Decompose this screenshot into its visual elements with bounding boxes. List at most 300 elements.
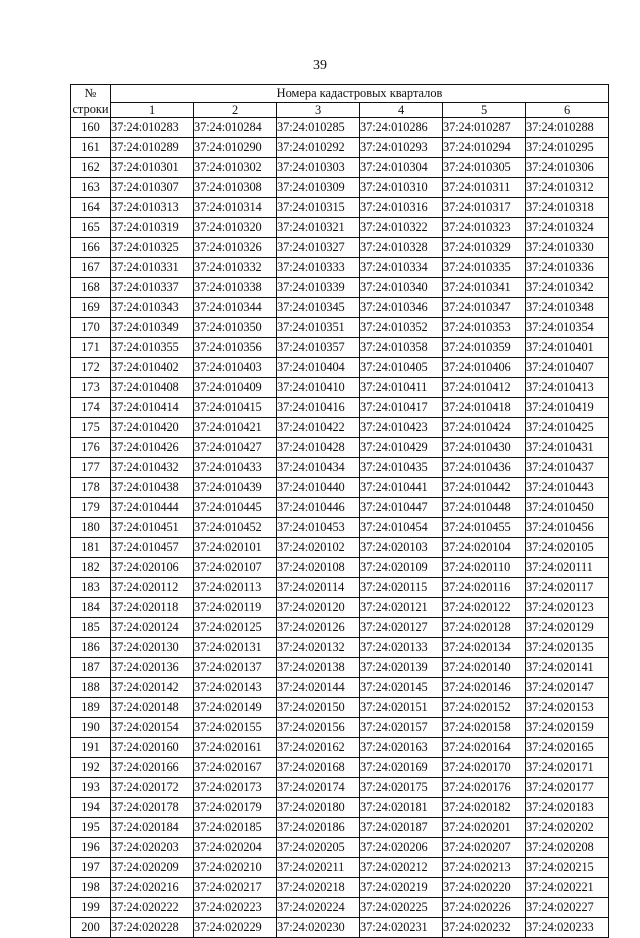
cadastral-number-cell: 37:24:020133 [360,638,443,658]
cadastral-number-cell: 37:24:010424 [443,418,526,438]
row-number-cell: 168 [71,278,111,298]
cadastral-number-cell: 37:24:020112 [111,578,194,598]
cadastral-number-cell: 37:24:020219 [360,878,443,898]
table-row [71,378,609,398]
cadastral-number-cell: 37:24:010341 [443,278,526,298]
cadastral-number-cell: 37:24:010333 [277,258,360,278]
cadastral-number-cell: 37:24:010350 [194,318,277,338]
cadastral-number-cell: 37:24:010306 [526,158,609,178]
cadastral-number-cell: 37:24:020145 [360,678,443,698]
cadastral-number-cell: 37:24:020165 [526,738,609,758]
table-row [71,118,609,138]
cadastral-number-cell: 37:24:010425 [526,418,609,438]
cadastral-number-cell: 37:24:010404 [277,358,360,378]
cadastral-number-cell: 37:24:020119 [194,598,277,618]
table-row [71,758,609,778]
cadastral-number-cell: 37:24:010405 [360,358,443,378]
row-number-cell: 173 [71,378,111,398]
cadastral-number-cell: 37:24:010408 [111,378,194,398]
cadastral-number-cell: 37:24:010285 [277,118,360,138]
cadastral-number-cell: 37:24:010430 [443,438,526,458]
cadastral-number-cell: 37:24:020108 [277,558,360,578]
cadastral-number-cell: 37:24:010418 [443,398,526,418]
cadastral-number-cell: 37:24:020136 [111,658,194,678]
row-number-cell: 181 [71,538,111,558]
cadastral-number-cell: 37:24:010443 [526,478,609,498]
column-header: 6 [526,102,609,117]
row-number-cell: 162 [71,158,111,178]
cadastral-number-cell: 37:24:020101 [194,538,277,558]
cadastral-number-cell: 37:24:010339 [277,278,360,298]
cadastral-number-cell: 37:24:020103 [360,538,443,558]
cadastral-number-cell: 37:24:010419 [526,398,609,418]
cadastral-number-cell: 37:24:020218 [277,878,360,898]
cadastral-number-cell: 37:24:020221 [526,878,609,898]
cadastral-number-cell: 37:24:010432 [111,458,194,478]
cadastral-number-cell: 37:24:020227 [526,898,609,918]
cadastral-number-cell: 37:24:020229 [194,918,277,938]
row-number-cell: 171 [71,338,111,358]
cadastral-number-cell: 37:24:020203 [111,838,194,858]
cadastral-number-cell: 37:24:010323 [443,218,526,238]
cadastral-number-cell: 37:24:020118 [111,598,194,618]
cadastral-number-cell: 37:24:010421 [194,418,277,438]
cadastral-number-cell: 37:24:020230 [277,918,360,938]
cadastral-number-cell: 37:24:010337 [111,278,194,298]
cadastral-number-cell: 37:24:010328 [360,238,443,258]
cadastral-number-cell: 37:24:010448 [443,498,526,518]
cadastral-number-cell: 37:24:010329 [443,238,526,258]
cadastral-number-cell: 37:24:010402 [111,358,194,378]
row-number-cell: 182 [71,558,111,578]
cadastral-number-cell: 37:24:020182 [443,798,526,818]
cadastral-number-cell: 37:24:010401 [526,338,609,358]
cadastral-number-cell: 37:24:020209 [111,858,194,878]
cadastral-number-cell: 37:24:010431 [526,438,609,458]
cadastral-number-cell: 37:24:020176 [443,778,526,798]
cadastral-number-cell: 37:24:020109 [360,558,443,578]
cadastral-number-cell: 37:24:020184 [111,818,194,838]
table-row [71,398,609,418]
cadastral-number-cell: 37:24:020185 [194,818,277,838]
table-row [71,338,609,358]
cadastral-number-cell: 37:24:020116 [443,578,526,598]
cadastral-number-cell: 37:24:010309 [277,178,360,198]
cadastral-number-cell: 37:24:010318 [526,198,609,218]
cadastral-number-cell: 37:24:020215 [526,858,609,878]
table-row [71,278,609,298]
cadastral-number-cell: 37:24:020225 [360,898,443,918]
cadastral-number-cell: 37:24:010406 [443,358,526,378]
row-number-cell: 176 [71,438,111,458]
cadastral-number-cell: 37:24:010411 [360,378,443,398]
cadastral-number-cell: 37:24:010303 [277,158,360,178]
table-row [71,438,609,458]
cadastral-number-cell: 37:24:020232 [443,918,526,938]
cadastral-number-cell: 37:24:010345 [277,298,360,318]
cadastral-number-cell: 37:24:020148 [111,698,194,718]
row-number-cell: 199 [71,898,111,918]
cadastral-number-cell: 37:24:010438 [111,478,194,498]
cadastral-number-cell: 37:24:010359 [443,338,526,358]
row-number-cell: 164 [71,198,111,218]
cadastral-number-cell: 37:24:010442 [443,478,526,498]
cadastral-number-cell: 37:24:010344 [194,298,277,318]
cadastral-number-cell: 37:24:010294 [443,138,526,158]
cadastral-number-cell: 37:24:010325 [111,238,194,258]
cadastral-number-cell: 37:24:020187 [360,818,443,838]
table-row [71,478,609,498]
cadastral-number-cell: 37:24:020130 [111,638,194,658]
cadastral-number-cell: 37:24:020217 [194,878,277,898]
cadastral-number-cell: 37:24:020129 [526,618,609,638]
table-row [71,218,609,238]
cadastral-number-cell: 37:24:010304 [360,158,443,178]
cadastral-number-cell: 37:24:020124 [111,618,194,638]
cadastral-number-cell: 37:24:010286 [360,118,443,138]
cadastral-number-cell: 37:24:010446 [277,498,360,518]
table-row [71,718,609,738]
cadastral-number-cell: 37:24:010335 [443,258,526,278]
cadastral-number-cell: 37:24:020150 [277,698,360,718]
row-number-cell: 172 [71,358,111,378]
cadastral-number-cell: 37:24:010403 [194,358,277,378]
row-number-cell: 163 [71,178,111,198]
cadastral-number-cell: 37:24:020205 [277,838,360,858]
row-number-symbol: № [84,86,97,100]
cadastral-number-cell: 37:24:010357 [277,338,360,358]
table-row [71,358,609,378]
table-row [71,598,609,618]
cadastral-number-cell: 37:24:010313 [111,198,194,218]
cadastral-number-cell: 37:24:020141 [526,658,609,678]
cadastral-number-cell: 37:24:020117 [526,578,609,598]
cadastral-number-cell: 37:24:010456 [526,518,609,538]
cadastral-number-cell: 37:24:010444 [111,498,194,518]
table-row [71,638,609,658]
cadastral-number-cell: 37:24:010358 [360,338,443,358]
table-row [71,198,609,218]
table-row [71,498,609,518]
cadastral-number-cell: 37:24:020144 [277,678,360,698]
row-number-cell: 196 [71,838,111,858]
table-row [71,138,609,158]
row-number-cell: 194 [71,798,111,818]
cadastral-number-cell: 37:24:010440 [277,478,360,498]
table-header [71,85,609,118]
cadastral-number-cell: 37:24:020154 [111,718,194,738]
cadastral-number-cell: 37:24:010451 [111,518,194,538]
cadastral-number-cell: 37:24:020122 [443,598,526,618]
cadastral-number-cell: 37:24:020114 [277,578,360,598]
cadastral-number-cell: 37:24:020131 [194,638,277,658]
cadastral-number-cell: 37:24:020164 [443,738,526,758]
cadastral-number-cell: 37:24:020149 [194,698,277,718]
cadastral-number-cell: 37:24:020210 [194,858,277,878]
cadastral-number-cell: 37:24:010427 [194,438,277,458]
cadastral-number-cell: 37:24:010340 [360,278,443,298]
cadastral-number-cell: 37:24:020140 [443,658,526,678]
cadastral-number-cell: 37:24:020173 [194,778,277,798]
table-row [71,698,609,718]
cadastral-number-cell: 37:24:010445 [194,498,277,518]
cadastral-number-cell: 37:24:020142 [111,678,194,698]
row-number-cell: 192 [71,758,111,778]
table-row [71,578,609,598]
cadastral-number-cell: 37:24:020105 [526,538,609,558]
cadastral-number-cell: 37:24:010319 [111,218,194,238]
cadastral-number-cell: 37:24:010412 [443,378,526,398]
cadastral-number-cell: 37:24:020186 [277,818,360,838]
cadastral-number-cell: 37:24:020202 [526,818,609,838]
cadastral-number-cell: 37:24:020207 [443,838,526,858]
cadastral-number-cell: 37:24:010355 [111,338,194,358]
cadastral-number-cell: 37:24:020216 [111,878,194,898]
cadastral-number-cell: 37:24:010283 [111,118,194,138]
cadastral-number-cell: 37:24:010453 [277,518,360,538]
cadastral-number-cell: 37:24:010415 [194,398,277,418]
cadastral-number-cell: 37:24:010349 [111,318,194,338]
table-row [71,658,609,678]
column-header: 5 [443,102,526,117]
cadastral-number-cell: 37:24:010436 [443,458,526,478]
cadastral-number-cell: 37:24:020208 [526,838,609,858]
cadastral-number-cell: 37:24:020113 [194,578,277,598]
row-number-cell: 189 [71,698,111,718]
table-row [71,418,609,438]
cadastral-number-cell: 37:24:020157 [360,718,443,738]
cadastral-number-cell: 37:24:010322 [360,218,443,238]
row-number-cell: 200 [71,918,111,938]
cadastral-number-cell: 37:24:020170 [443,758,526,778]
cadastral-number-cell: 37:24:020177 [526,778,609,798]
cadastral-number-cell: 37:24:010354 [526,318,609,338]
cadastral-number-cell: 37:24:010407 [526,358,609,378]
cadastral-number-cell: 37:24:020211 [277,858,360,878]
cadastral-number-cell: 37:24:010338 [194,278,277,298]
cadastral-number-cell: 37:24:020228 [111,918,194,938]
cadastral-number-cell: 37:24:020110 [443,558,526,578]
cadastral-number-cell: 37:24:010336 [526,258,609,278]
cadastral-number-cell: 37:24:010410 [277,378,360,398]
cadastral-number-cell: 37:24:010301 [111,158,194,178]
cadastral-number-cell: 37:24:010429 [360,438,443,458]
cadastral-number-cell: 37:24:020224 [277,898,360,918]
cadastral-number-cell: 37:24:010413 [526,378,609,398]
cadastral-number-cell: 37:24:010290 [194,138,277,158]
cadastral-number-cell: 37:24:010457 [111,538,194,558]
row-number-cell: 195 [71,818,111,838]
cadastral-number-cell: 37:24:020147 [526,678,609,698]
cadastral-number-cell: 37:24:010321 [277,218,360,238]
cadastral-number-cell: 37:24:020139 [360,658,443,678]
cadastral-number-cell: 37:24:010289 [111,138,194,158]
cadastral-number-cell: 37:24:010292 [277,138,360,158]
cadastral-number-cell: 37:24:020146 [443,678,526,698]
cadastral-number-cell: 37:24:020220 [443,878,526,898]
cadastral-number-cell: 37:24:020231 [360,918,443,938]
cadastral-number-cell: 37:24:020179 [194,798,277,818]
cadastral-number-cell: 37:24:020206 [360,838,443,858]
cadastral-number-cell: 37:24:020135 [526,638,609,658]
cadastral-number-cell: 37:24:020167 [194,758,277,778]
row-number-cell: 185 [71,618,111,638]
cadastral-number-cell: 37:24:010324 [526,218,609,238]
cadastral-number-cell: 37:24:020111 [526,558,609,578]
cadastral-number-cell: 37:24:020132 [277,638,360,658]
cadastral-number-cell: 37:24:020166 [111,758,194,778]
cadastral-number-cell: 37:24:020180 [277,798,360,818]
cadastral-number-cell: 37:24:010437 [526,458,609,478]
row-number-cell: 179 [71,498,111,518]
cadastral-number-cell: 37:24:010435 [360,458,443,478]
cadastral-number-cell: 37:24:020106 [111,558,194,578]
cadastral-number-cell: 37:24:010455 [443,518,526,538]
cadastral-number-cell: 37:24:020138 [277,658,360,678]
row-number-cell: 180 [71,518,111,538]
row-number-cell: 188 [71,678,111,698]
row-number-cell: 166 [71,238,111,258]
cadastral-number-cell: 37:24:010434 [277,458,360,478]
cadastral-number-cell: 37:24:010441 [360,478,443,498]
cadastral-number-cell: 37:24:010420 [111,418,194,438]
cadastral-number-cell: 37:24:020126 [277,618,360,638]
table-body [71,118,609,938]
cadastral-number-cell: 37:24:010312 [526,178,609,198]
table-row [71,538,609,558]
cadastral-number-cell: 37:24:020168 [277,758,360,778]
cadastral-number-cell: 37:24:020183 [526,798,609,818]
cadastral-number-cell: 37:24:020121 [360,598,443,618]
cadastral-number-cell: 37:24:010417 [360,398,443,418]
cadastral-number-cell: 37:24:020128 [443,618,526,638]
cadastral-number-cell: 37:24:020226 [443,898,526,918]
table-row [71,858,609,878]
column-header: 2 [194,102,277,117]
cadastral-number-cell: 37:24:020155 [194,718,277,738]
cadastral-number-cell: 37:24:010414 [111,398,194,418]
cadastral-number-cell: 37:24:010352 [360,318,443,338]
table-row [71,818,609,838]
cadastral-number-cell: 37:24:010293 [360,138,443,158]
cadastral-number-cell: 37:24:010342 [526,278,609,298]
cadastral-number-cell: 37:24:010288 [526,118,609,138]
row-number-cell: 160 [71,118,111,138]
cadastral-number-cell: 37:24:020104 [443,538,526,558]
cadastral-number-cell: 37:24:010416 [277,398,360,418]
cadastral-number-cell: 37:24:010326 [194,238,277,258]
row-number-word: строки [72,102,109,116]
cadastral-number-cell: 37:24:020123 [526,598,609,618]
table-row [71,918,609,938]
cadastral-number-cell: 37:24:010320 [194,218,277,238]
row-number-cell: 175 [71,418,111,438]
cadastral-number-cell: 37:24:010428 [277,438,360,458]
row-number-cell: 183 [71,578,111,598]
cadastral-number-cell: 37:24:010353 [443,318,526,338]
row-number-cell: 177 [71,458,111,478]
table-row [71,618,609,638]
cadastral-number-cell: 37:24:020156 [277,718,360,738]
table-row [71,838,609,858]
cadastral-number-cell: 37:24:020181 [360,798,443,818]
cadastral-number-cell: 37:24:010308 [194,178,277,198]
cadastral-number-cell: 37:24:020161 [194,738,277,758]
row-number-cell: 193 [71,778,111,798]
table-row [71,738,609,758]
cadastral-number-cell: 37:24:020178 [111,798,194,818]
row-number-cell: 197 [71,858,111,878]
cadastral-number-cell: 37:24:020201 [443,818,526,838]
cadastral-number-cell: 37:24:020115 [360,578,443,598]
cadastral-number-cell: 37:24:010310 [360,178,443,198]
cadastral-number-cell: 37:24:010315 [277,198,360,218]
cadastral-number-cell: 37:24:010454 [360,518,443,538]
cadastral-number-cell: 37:24:020172 [111,778,194,798]
column-header: 1 [111,102,194,117]
cadastral-number-cell: 37:24:010348 [526,298,609,318]
table-row [71,318,609,338]
cadastral-number-cell: 37:24:020171 [526,758,609,778]
table-row [71,258,609,278]
row-number-cell: 169 [71,298,111,318]
row-number-cell: 161 [71,138,111,158]
row-number-cell: 165 [71,218,111,238]
cadastral-number-cell: 37:24:020134 [443,638,526,658]
table-row [71,778,609,798]
row-number-cell: 167 [71,258,111,278]
cadastral-quarters-table [70,84,609,938]
cadastral-number-cell: 37:24:010302 [194,158,277,178]
cadastral-number-cell: 37:24:010439 [194,478,277,498]
cadastral-number-cell: 37:24:010295 [526,138,609,158]
cadastral-number-cell: 37:24:020102 [277,538,360,558]
row-number-cell: 198 [71,878,111,898]
cadastral-number-cell: 37:24:020107 [194,558,277,578]
row-number-cell: 186 [71,638,111,658]
cadastral-number-cell: 37:24:010346 [360,298,443,318]
cadastral-number-cell: 37:24:010422 [277,418,360,438]
row-number-cell: 184 [71,598,111,618]
row-number-cell: 191 [71,738,111,758]
cadastral-number-cell: 37:24:020162 [277,738,360,758]
cadastral-number-cell: 37:24:020151 [360,698,443,718]
table-row [71,678,609,698]
cadastral-number-cell: 37:24:020143 [194,678,277,698]
cadastral-number-cell: 37:24:020174 [277,778,360,798]
cadastral-number-cell: 37:24:020212 [360,858,443,878]
cadastral-number-cell: 37:24:020153 [526,698,609,718]
table-row [71,298,609,318]
cadastral-number-cell: 37:24:020159 [526,718,609,738]
page-number: 39 [313,58,327,73]
cadastral-number-cell: 37:24:010317 [443,198,526,218]
cadastral-number-cell: 37:24:010332 [194,258,277,278]
table-row [71,898,609,918]
cadastral-number-cell: 37:24:020160 [111,738,194,758]
cadastral-number-cell: 37:24:010347 [443,298,526,318]
cadastral-number-cell: 37:24:010316 [360,198,443,218]
cadastral-number-cell: 37:24:010311 [443,178,526,198]
cadastral-number-cell: 37:24:020158 [443,718,526,738]
cadastral-number-cell: 37:24:010334 [360,258,443,278]
cadastral-number-cell: 37:24:020223 [194,898,277,918]
table-row [71,558,609,578]
cadastral-number-cell: 37:24:020233 [526,918,609,938]
cadastral-number-cell: 37:24:020137 [194,658,277,678]
column-header: 4 [360,102,443,117]
cadastral-number-cell: 37:24:010356 [194,338,277,358]
